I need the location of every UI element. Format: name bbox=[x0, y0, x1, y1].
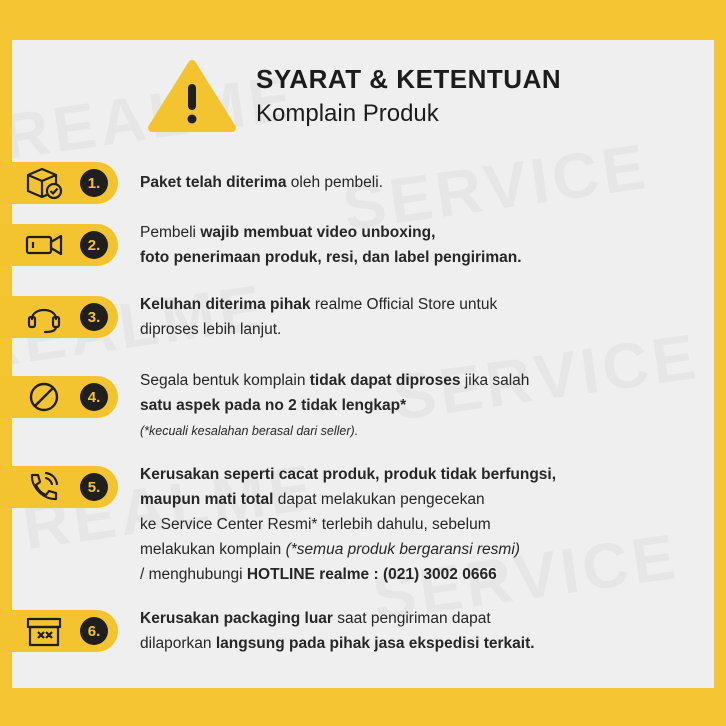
step-number-badge: 3. bbox=[80, 303, 108, 331]
term-text-segment: Kerusakan packaging luar bbox=[140, 610, 333, 627]
term-text-segment: Segala bentuk komplain bbox=[140, 372, 310, 389]
term-tab bbox=[0, 376, 118, 418]
term-text-segment: (*semua produk bergaransi resmi) bbox=[285, 541, 520, 558]
step-number-badge: 2. bbox=[80, 231, 108, 259]
step-number-badge: 1. bbox=[80, 169, 108, 197]
warning-triangle-icon bbox=[148, 58, 236, 139]
term-text-segment: dapat melakukan pengecekan bbox=[273, 491, 485, 508]
term-text-segment: melakukan komplain bbox=[140, 541, 286, 558]
page-title: SYARAT & KETENTUAN bbox=[256, 64, 562, 94]
term-text bbox=[140, 170, 680, 195]
page-subtitle: Komplain Produk bbox=[256, 100, 439, 127]
phone-call-icon bbox=[24, 469, 64, 505]
term-text-segment: Pembeli bbox=[140, 224, 201, 241]
term-tab bbox=[0, 296, 118, 338]
term-text-segment: realme Official Store untuk bbox=[310, 296, 498, 313]
term-text-segment: foto penerimaan produk, resi, dan label pengiriman. bbox=[140, 249, 522, 266]
term-text-segment: satu aspek pada no 2 tidak lengkap* bbox=[140, 397, 407, 414]
term-text-segment: dilaporkan bbox=[140, 635, 216, 652]
term-text-segment: / menghubungi bbox=[140, 566, 247, 583]
term-text-segment: diproses lebih lanjut. bbox=[140, 321, 282, 338]
term-text bbox=[140, 462, 680, 587]
term-text-segment: Paket telah diterima bbox=[140, 174, 287, 191]
term-text-segment: wajib membuat video unboxing, bbox=[200, 224, 436, 241]
term-text-segment: oleh pembeli. bbox=[286, 174, 383, 191]
term-text-segment: tidak dapat diproses bbox=[309, 372, 461, 389]
damaged-box-icon bbox=[24, 613, 64, 649]
term-tab bbox=[0, 466, 118, 508]
term-text bbox=[140, 368, 680, 444]
step-number-badge: 4. bbox=[80, 383, 108, 411]
term-text-segment: saat pengiriman dapat bbox=[332, 610, 491, 627]
step-number-badge: 6. bbox=[80, 617, 108, 645]
term-text-segment: Keluhan diterima pihak bbox=[140, 296, 311, 313]
term-text-segment: ke Service Center Resmi* terlebih dahulu, sebelum bbox=[140, 516, 491, 533]
term-tab bbox=[0, 224, 118, 266]
term-text-segment: Kerusakan seperti cacat produk, produk tidak berfungsi, bbox=[140, 466, 557, 483]
term-text bbox=[140, 292, 680, 342]
step-number-badge: 5. bbox=[80, 473, 108, 501]
term-text-segment: jika salah bbox=[460, 372, 530, 389]
package-check-icon bbox=[24, 165, 64, 201]
prohibited-icon bbox=[24, 379, 64, 415]
bottom-band bbox=[0, 688, 726, 726]
term-text-segment: maupun mati total bbox=[140, 491, 274, 508]
term-text bbox=[140, 220, 680, 270]
headset-icon bbox=[24, 299, 64, 335]
term-tab bbox=[0, 162, 118, 204]
term-tab bbox=[0, 610, 118, 652]
term-text-segment: HOTLINE realme : (021) 3002 0666 bbox=[246, 566, 497, 583]
video-camera-icon bbox=[24, 227, 64, 263]
terms-card bbox=[12, 40, 714, 688]
term-text-segment: langsung pada pihak jasa ekspedisi terkait. bbox=[215, 635, 535, 652]
footnote: (*kecuali kesalahan berasal dari seller). bbox=[140, 424, 359, 438]
term-text bbox=[140, 606, 680, 656]
